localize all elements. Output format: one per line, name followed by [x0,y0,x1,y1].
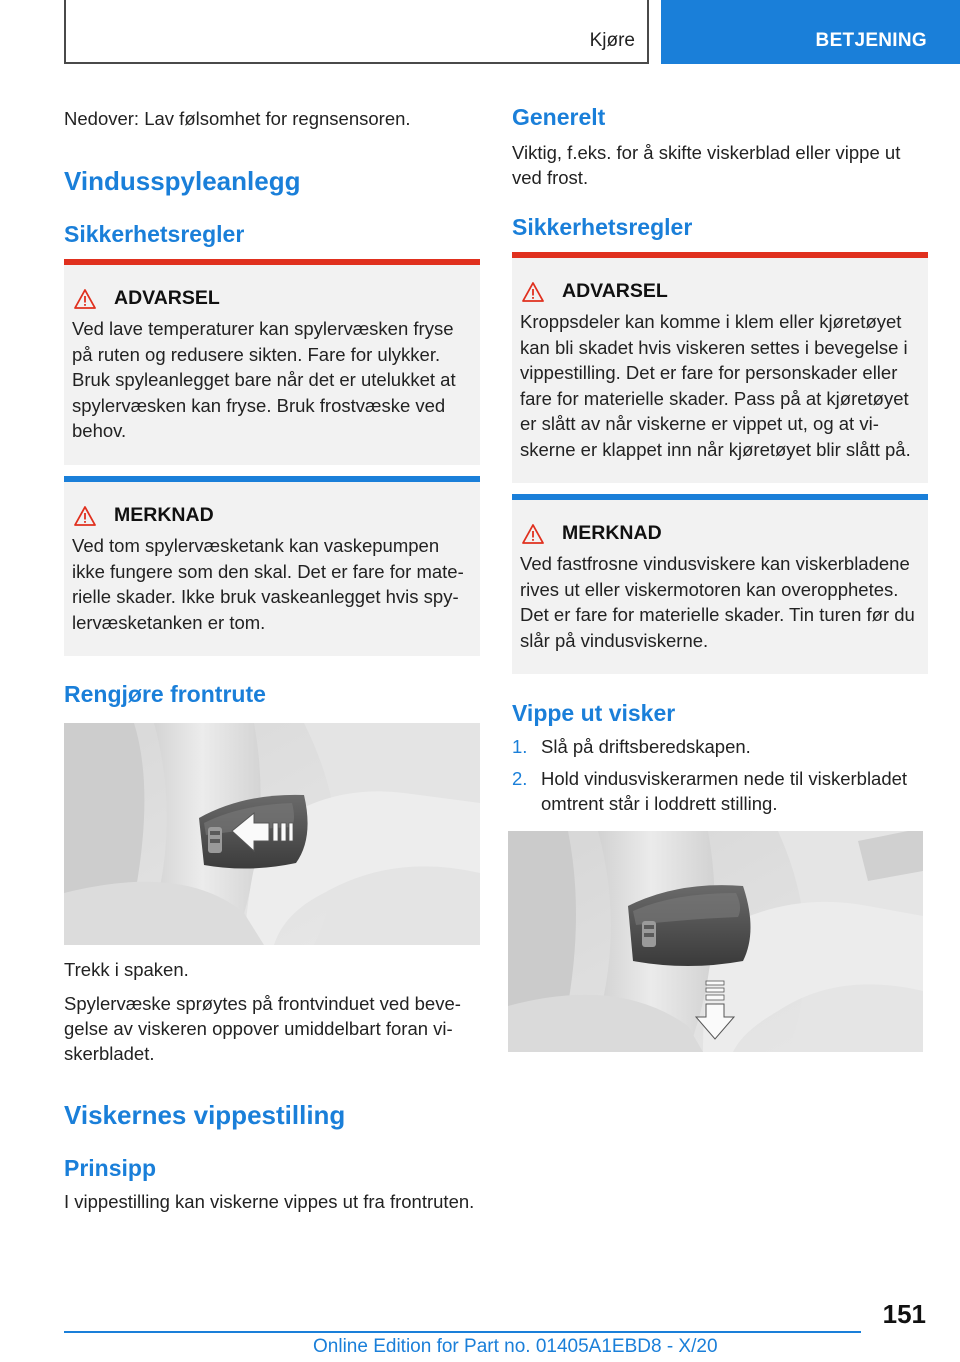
note-body-left: Ved tom spylervæsketank kan vaskepumpen ikke fungere som den skal. Det er fare for materielle skader. Ikke bruk vaskeanlegget hvis spylervæsketanken er tom. [72,535,464,633]
figure-wiper-stalk-down [508,831,923,1052]
principle-heading: Prinsipp [64,1155,157,1181]
clean-step: Trekk i spaken. [64,959,189,980]
edition-text: Online Edition for Part no. 01405A1EBD8 - X/20 [313,1336,718,1357]
warning-title-right [520,280,920,303]
safety-heading-left: Sikkerhetsregler [64,221,245,247]
step-text: Slå på driftsberedskapen. [541,736,751,757]
note-box-left [64,476,480,656]
warning-body-right: Kroppsdeler kan komme i klem eller kjøretøyet kan bli skadet hvis viskeren settes i bevegelse i vippestilling. Det er fare for personskader eller fare for materielle skader. Pass på at kjøretøyet er slått av når viskerne er vippet ut, og at viskerne er klappet inn når kjøretøyet blir slått på. [520,311,911,460]
warning-body-left: Ved lave temperaturer kan spylervæsken fryse på ruten og redusere sikten. Fare for ulykker. Bruk spyleanlegget bare når det er utelukket at spylervæsken kan fryse. Bruk frostvæske ved behov. [72,318,456,441]
header-section-tab [661,0,960,64]
clean-description: Spylervæske sprøytes på frontvinduet ved bevegelse av viskeren oppover umiddelbart foran viskerbladet. [64,993,461,1064]
note-box-right [512,494,928,674]
warning-title-text-right: ADVARSEL [562,280,668,302]
warning-title-left [72,287,472,310]
safety-heading-right: Sikkerhetsregler [512,214,693,240]
warning-triangle-icon [522,524,544,544]
intro-text: Nedover: Lav følsomhet for regnsensoren. [64,108,411,129]
warning-box-right [512,252,928,483]
list-item [512,734,928,759]
footer-divider [64,1331,861,1333]
list-item [512,766,928,816]
step-number: 1. [512,736,528,757]
header-chapter-label: Kjøre [589,30,635,51]
note-title-right [520,522,920,545]
warning-triangle-icon [522,282,544,302]
warning-triangle-icon [74,289,96,309]
warning-title-text-left: ADVARSEL [114,287,220,309]
step-number: 2. [512,768,528,789]
fold-steps-list [512,734,928,823]
note-title-text-right: MERKNAD [562,522,662,544]
clean-heading: Rengjøre frontrute [64,681,266,707]
note-title-left [72,504,472,527]
warning-box-left [64,259,480,465]
header-chapter-box [64,0,649,64]
fold-heading: Vippe ut visker [512,700,676,726]
chapter-title: Vindusspyleanlegg [64,166,301,196]
step-text: Hold vindusviskerarmen nede til viskerbladet omtrent står i loddrett stilling. [541,768,908,814]
principle-text: I vippestilling kan viskerne vippes ut fra frontruten. [64,1191,475,1212]
service-title: Viskernes vippestilling [64,1100,346,1130]
note-body-right: Ved fastfrosne vindusviskere kan viskerbladene rives ut eller viskermotoren kan overopphetes. Det er fare for materielle skader. Tin turen før du slår på vindusviskerne. [520,553,915,651]
general-heading: Generelt [512,104,606,130]
note-title-text-left: MERKNAD [114,504,214,526]
figure-wiper-stalk-pull [64,723,480,945]
page-number: 151 [882,1299,926,1329]
warning-triangle-icon [74,506,96,526]
header-section-label: BETJENING [815,30,927,51]
general-text: Viktig, f.eks. for å skifte viskerblad eller vippe ut ved frost. [512,142,901,188]
